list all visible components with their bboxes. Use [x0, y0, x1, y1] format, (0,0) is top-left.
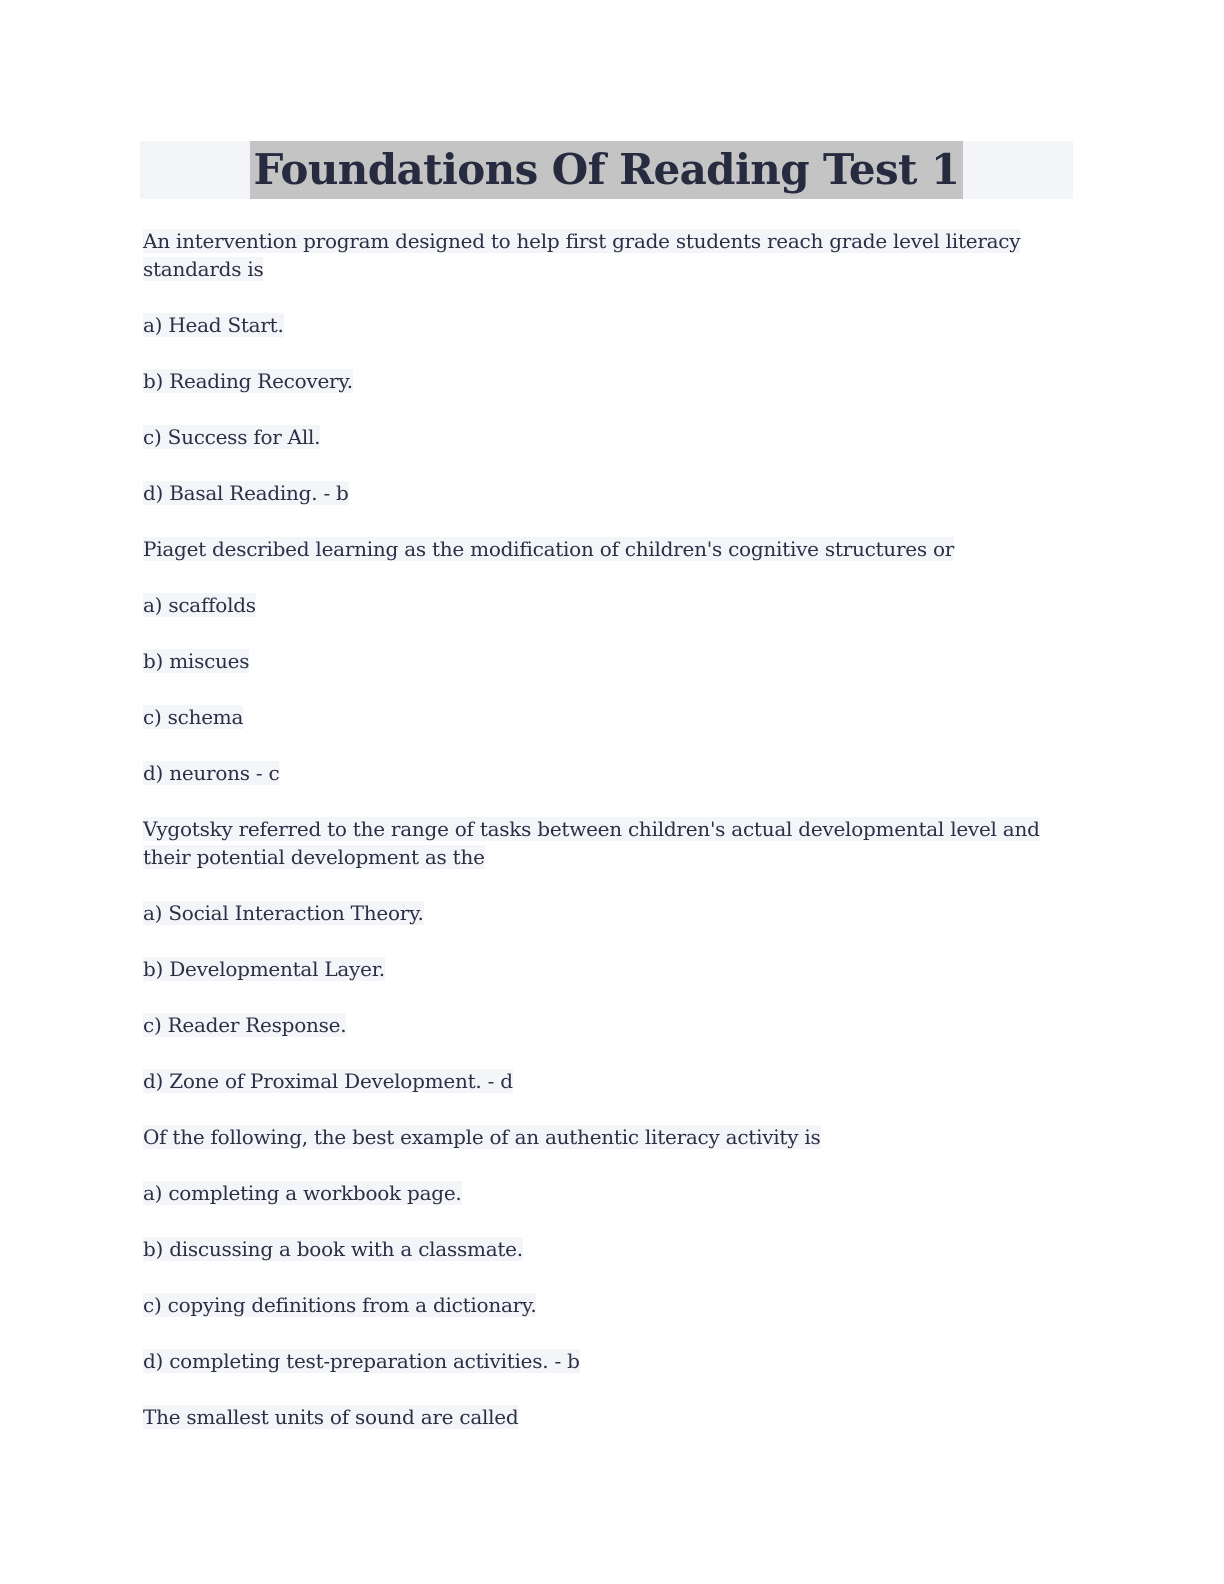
question-3-option-b: b) Developmental Layer. [143, 957, 385, 981]
title-band [140, 141, 1073, 199]
question-3-option-a: a) Social Interaction Theory. [143, 901, 424, 925]
question-1-option-c: c) Success for All. [143, 425, 321, 449]
question-4-option-c: c) copying definitions from a dictionary. [143, 1293, 537, 1317]
question-4-stem: Of the following, the best example of an authentic literacy activity is [143, 1125, 821, 1149]
question-3-option-c: c) Reader Response. [143, 1013, 347, 1037]
question-2-option-d-answer: d) neurons - c [143, 761, 280, 785]
question-5-stem: The smallest units of sound are called [143, 1405, 519, 1429]
question-2-option-c: c) schema [143, 705, 244, 729]
question-2-option-a: a) scaffolds [143, 593, 256, 617]
question-1-option-a: a) Head Start. [143, 313, 284, 337]
question-4-option-a: a) completing a workbook page. [143, 1181, 462, 1205]
question-1-option-b: b) Reading Recovery. [143, 369, 353, 393]
question-1-option-d-answer: d) Basal Reading. - b [143, 481, 349, 505]
document-title: Foundations Of Reading Test 1 [250, 141, 964, 199]
question-2-stem: Piaget described learning as the modification of children's cognitive structures or [143, 537, 955, 561]
question-2-option-b: b) miscues [143, 649, 250, 673]
question-4-option-b: b) discussing a book with a classmate. [143, 1237, 523, 1261]
question-4-option-d-answer: d) completing test-preparation activities. - b [143, 1349, 580, 1373]
document-body [143, 227, 1073, 1459]
question-3-stem: Vygotsky referred to the range of tasks between children's actual developmental level and their potential development as the [143, 817, 1040, 869]
question-3-option-d-answer: d) Zone of Proximal Development. - d [143, 1069, 513, 1093]
question-1-stem: An intervention program designed to help first grade students reach grade level literacy standards is [143, 229, 1021, 281]
